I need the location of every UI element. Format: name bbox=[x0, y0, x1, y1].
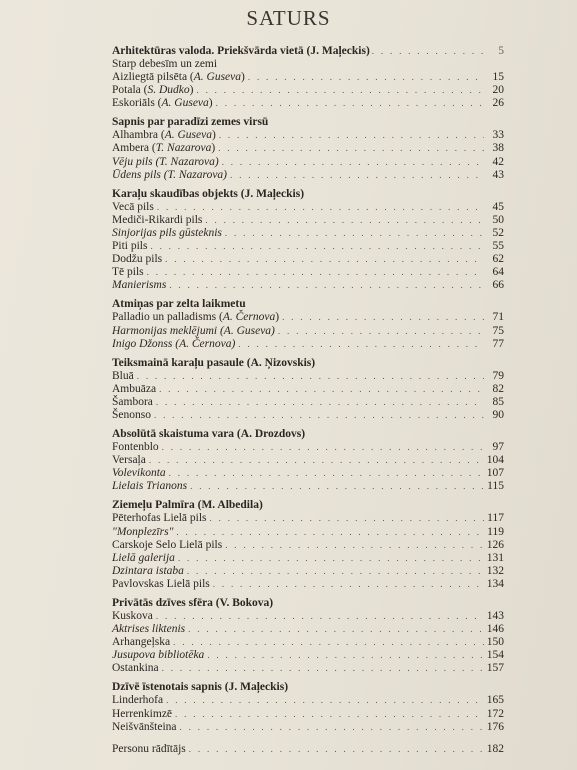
page-number: 20 bbox=[492, 84, 504, 97]
entry-title: Vecā pils bbox=[112, 200, 154, 213]
page-number: 26 bbox=[492, 97, 504, 110]
section-heading-text bbox=[112, 427, 307, 441]
entry-title bbox=[112, 156, 222, 169]
toc-section bbox=[112, 297, 504, 350]
entry-title: Šambora bbox=[112, 395, 153, 408]
page-number: 143 bbox=[486, 610, 504, 622]
section-heading-text bbox=[112, 680, 290, 694]
toc-section bbox=[112, 115, 504, 181]
author-name: Ūdens pils (T. Nazarova) bbox=[112, 168, 227, 181]
entry-title bbox=[112, 552, 178, 565]
entry-title: Starp debesīm un zemi bbox=[112, 58, 218, 70]
toc-entry bbox=[112, 636, 504, 649]
entry-title: Pēterhofas Lielā pils bbox=[112, 512, 207, 525]
page-number: 15 bbox=[492, 71, 504, 84]
author-name: A. Guseva bbox=[164, 129, 212, 142]
dot-leader bbox=[238, 338, 484, 351]
page-number: 75 bbox=[492, 324, 504, 337]
author-name: A. Černova bbox=[222, 311, 276, 324]
author-name: A. Drozdovs bbox=[240, 428, 302, 441]
dot-leader bbox=[165, 253, 484, 266]
toc-entry bbox=[112, 142, 504, 155]
toc-entry bbox=[112, 662, 504, 675]
entry-title: Dodžu pils bbox=[112, 253, 163, 266]
toc-entry bbox=[112, 454, 504, 467]
dot-leader bbox=[219, 129, 484, 142]
dot-leader bbox=[210, 512, 484, 525]
dot-leader bbox=[248, 71, 484, 84]
label-part: ) bbox=[311, 356, 316, 369]
label-part: ) bbox=[241, 71, 245, 84]
dot-leader bbox=[147, 266, 484, 279]
page-number: 38 bbox=[492, 142, 504, 155]
label-part: Alhambra ( bbox=[112, 129, 165, 142]
page-number: 62 bbox=[492, 253, 504, 266]
entry-title bbox=[112, 71, 248, 84]
label-part: ) bbox=[189, 84, 194, 97]
dot-leader bbox=[190, 480, 484, 493]
page-number: 119 bbox=[487, 525, 504, 538]
label-part: Palladio un palladisms ( bbox=[112, 311, 223, 324]
label-part: ) bbox=[211, 142, 216, 155]
author-name: Manierisms bbox=[112, 279, 167, 292]
author-name: Lielā galerija bbox=[112, 551, 175, 564]
author-name: Inigo Džonss (A. Černova) bbox=[112, 337, 236, 350]
entry-title: Carskoje Selo Lielā pils bbox=[112, 538, 223, 551]
toc-entry bbox=[112, 325, 504, 338]
page-number: 97 bbox=[492, 441, 504, 454]
page-number: 82 bbox=[492, 382, 504, 395]
author-name: Vēju pils (T. Nazarova) bbox=[112, 155, 219, 168]
dot-leader bbox=[162, 662, 484, 675]
dot-leader bbox=[207, 649, 484, 662]
label-part: Aizliegtā pilsēta ( bbox=[112, 71, 194, 84]
toc-section bbox=[112, 187, 504, 293]
section-heading bbox=[112, 680, 504, 694]
label-part: Teiksmainā karaļu pasaule ( bbox=[112, 356, 251, 369]
page-number: 176 bbox=[486, 720, 504, 733]
label-part: ) bbox=[300, 187, 305, 200]
dot-leader bbox=[162, 441, 484, 454]
dot-leader bbox=[175, 708, 484, 721]
author-name: A. Guseva bbox=[193, 71, 242, 84]
dot-leader bbox=[154, 409, 484, 422]
entry-title bbox=[112, 279, 169, 292]
page-number: 33 bbox=[492, 129, 504, 142]
author-name: "Monplezīrs" bbox=[112, 525, 174, 538]
toc-entry bbox=[112, 565, 504, 578]
entry-title bbox=[112, 649, 207, 662]
page-number: 115 bbox=[487, 480, 504, 493]
page-number: 71 bbox=[492, 311, 504, 324]
toc-entry bbox=[112, 610, 504, 623]
section-heading-text: Atmiņas par zelta laikmetu bbox=[112, 298, 246, 311]
page-number: 45 bbox=[492, 200, 504, 213]
dot-leader bbox=[173, 636, 484, 649]
dot-leader bbox=[188, 623, 484, 636]
entry-title: Kuskova bbox=[112, 610, 153, 622]
dot-leader bbox=[178, 552, 484, 565]
dot-leader bbox=[225, 539, 484, 552]
toc-entry bbox=[112, 97, 504, 110]
label-part: Arhitektūras valoda. Priekšvārda vietā ( bbox=[112, 45, 311, 57]
dot-leader bbox=[213, 578, 484, 591]
toc-section bbox=[112, 680, 504, 733]
author-name: A. Ņizovskis bbox=[250, 356, 312, 369]
entry-title bbox=[112, 623, 188, 636]
page-number: 107 bbox=[486, 467, 504, 480]
label-part: ) bbox=[258, 499, 263, 512]
author-name: Aktrises liktenis bbox=[112, 623, 186, 636]
page-number: 182 bbox=[486, 742, 504, 755]
entry-title bbox=[112, 526, 176, 539]
label-part: Absolūtā skaistuma vara ( bbox=[112, 428, 241, 441]
dot-leader bbox=[222, 156, 484, 169]
dot-leader bbox=[159, 383, 484, 396]
page-number: 55 bbox=[492, 240, 504, 253]
page-number: 64 bbox=[492, 266, 504, 279]
toc-entry bbox=[112, 721, 504, 734]
toc-entry bbox=[112, 71, 504, 84]
toc-entry bbox=[112, 240, 504, 253]
page-number: 85 bbox=[492, 395, 504, 408]
dot-leader bbox=[169, 279, 484, 292]
label-part: ) bbox=[284, 681, 289, 694]
label-part: Ambera ( bbox=[112, 142, 156, 155]
author-name: Jusupova bibliotēka bbox=[112, 649, 205, 662]
toc-entry bbox=[112, 201, 504, 214]
page-number: 150 bbox=[486, 636, 504, 649]
toc-section bbox=[112, 596, 504, 675]
section-heading-text bbox=[112, 187, 306, 201]
entry-title bbox=[112, 480, 190, 493]
dot-leader bbox=[176, 526, 484, 539]
toc-entry bbox=[112, 526, 504, 539]
dot-leader bbox=[205, 214, 484, 227]
section-heading bbox=[112, 356, 504, 370]
toc-entry bbox=[112, 311, 504, 324]
entry-title bbox=[112, 97, 216, 110]
label-part: Eskoriāls ( bbox=[112, 97, 162, 110]
label-part: ) bbox=[301, 428, 306, 441]
section-heading bbox=[112, 498, 504, 512]
section-heading-text bbox=[112, 498, 265, 512]
section-heading-text: Sapnis par paradīzi zemes virsū bbox=[112, 116, 269, 129]
toc-entry bbox=[112, 649, 504, 662]
page-number: 77 bbox=[492, 337, 504, 350]
author-name: J. Maļeckis bbox=[310, 45, 366, 57]
entry-title: Mediči-Rikardi pils bbox=[112, 213, 203, 226]
page-number: 52 bbox=[492, 226, 504, 239]
label-part: Potala ( bbox=[112, 84, 148, 97]
entry-title bbox=[112, 467, 169, 480]
author-name: A. Guseva bbox=[161, 97, 209, 110]
entry-title: Versaļa bbox=[112, 454, 146, 467]
entry-title: Pavlovskas Lielā pils bbox=[112, 577, 210, 590]
toc-entry bbox=[112, 396, 504, 409]
author-name: J. Maļeckis bbox=[244, 187, 301, 200]
toc-entry bbox=[112, 694, 504, 707]
label-part: Karaļu skaudības objekts ( bbox=[112, 187, 245, 200]
page-number: 172 bbox=[486, 707, 504, 720]
entry-title bbox=[112, 142, 218, 155]
toc-entry bbox=[112, 480, 504, 493]
toc-entry bbox=[112, 370, 504, 383]
author-name: V. Bokova bbox=[219, 597, 270, 609]
dot-leader bbox=[372, 44, 484, 58]
section-heading bbox=[112, 596, 504, 610]
label-part: ) bbox=[275, 311, 280, 324]
toc-entry bbox=[112, 156, 504, 169]
dot-leader bbox=[150, 240, 484, 253]
entry-title: Neišvānšteina bbox=[112, 720, 177, 733]
toc-entry bbox=[112, 227, 504, 240]
toc-entry bbox=[112, 129, 504, 142]
table-of-contents bbox=[112, 44, 504, 756]
page-number: 43 bbox=[492, 168, 504, 181]
dot-leader bbox=[196, 84, 484, 97]
entry-title bbox=[112, 325, 278, 338]
dot-leader bbox=[187, 565, 484, 578]
toc-section bbox=[112, 498, 504, 591]
page-number: 126 bbox=[486, 538, 504, 551]
toc-section bbox=[112, 44, 504, 110]
entry-title: Linderhofa bbox=[112, 694, 164, 707]
page-number: 157 bbox=[486, 662, 504, 675]
page-number: 132 bbox=[486, 564, 504, 577]
page-number: 146 bbox=[486, 623, 504, 636]
toc-entry bbox=[112, 409, 504, 422]
page-number: 134 bbox=[486, 577, 504, 590]
page-title: SATURS bbox=[246, 6, 331, 30]
dot-leader bbox=[149, 454, 484, 467]
entry-title: Šenonso bbox=[112, 408, 151, 421]
entry-title bbox=[112, 338, 238, 351]
toc-entry bbox=[112, 84, 504, 97]
dot-leader bbox=[137, 370, 484, 383]
page-number: 104 bbox=[486, 454, 504, 467]
label-part: ) bbox=[211, 129, 216, 142]
toc-entry-index bbox=[112, 743, 504, 756]
toc-section bbox=[112, 427, 504, 493]
entry-title: Ostankina bbox=[112, 662, 159, 675]
page-number: 154 bbox=[486, 649, 504, 662]
page-number: 5 bbox=[498, 45, 504, 57]
section-heading bbox=[112, 115, 504, 129]
entry-title: Bluā bbox=[112, 369, 134, 382]
author-name: J. Maļeckis bbox=[228, 681, 285, 694]
dot-leader bbox=[169, 467, 484, 480]
entry-title bbox=[112, 311, 282, 324]
label-part: Dzīvē īstenotais sapnis ( bbox=[112, 681, 229, 694]
page-number: 42 bbox=[492, 155, 504, 168]
toc-entry bbox=[112, 214, 504, 227]
entry-title bbox=[112, 227, 225, 240]
page-number: 66 bbox=[492, 279, 504, 292]
entry-title: Herrenkimzē bbox=[112, 707, 173, 720]
dot-leader bbox=[230, 169, 484, 182]
dot-leader bbox=[180, 721, 484, 734]
toc-entry bbox=[112, 338, 504, 351]
toc-entry bbox=[112, 279, 504, 292]
author-name: Volevikonta bbox=[112, 467, 166, 480]
author-name: T. Nazarova bbox=[155, 142, 212, 155]
dot-leader bbox=[166, 694, 484, 707]
entry-title bbox=[112, 84, 196, 97]
page-number: 131 bbox=[486, 551, 504, 564]
toc-entry bbox=[112, 441, 504, 454]
dot-leader bbox=[189, 743, 484, 756]
dot-leader bbox=[225, 227, 484, 240]
dot-leader bbox=[278, 325, 484, 338]
author-name: M. Albedila bbox=[201, 499, 259, 512]
entry-title: Tē pils bbox=[112, 266, 144, 279]
section-heading bbox=[112, 44, 504, 58]
entry-title bbox=[112, 129, 219, 142]
author-name: Lielais Trianons bbox=[112, 480, 188, 493]
toc-entry bbox=[112, 253, 504, 266]
toc-section bbox=[112, 356, 504, 422]
toc-entry bbox=[112, 383, 504, 396]
entry-title: Piti pils bbox=[112, 240, 148, 253]
toc-entry bbox=[112, 539, 504, 552]
toc-entry bbox=[112, 578, 504, 591]
author-name: Dzintara istaba bbox=[112, 564, 184, 577]
entry-title: Fontenblo bbox=[112, 441, 159, 454]
label-part: ) bbox=[269, 597, 274, 609]
toc-entry bbox=[112, 467, 504, 480]
section-heading bbox=[112, 187, 504, 201]
toc-entry bbox=[112, 266, 504, 279]
page-number: 117 bbox=[487, 512, 504, 525]
section-heading bbox=[112, 297, 504, 311]
section-heading-text bbox=[112, 44, 372, 58]
dot-leader bbox=[216, 97, 484, 110]
dot-leader bbox=[282, 311, 484, 324]
toc-entry bbox=[112, 708, 504, 721]
author-name: Harmonijas meklējumi (A. Guseva) bbox=[112, 324, 275, 337]
dot-leader bbox=[218, 142, 484, 155]
dot-leader bbox=[156, 610, 484, 623]
section-heading bbox=[112, 427, 504, 441]
entry-title bbox=[112, 565, 187, 578]
label-part: Privātās dzīves sfēra ( bbox=[112, 597, 220, 609]
page-number: 165 bbox=[486, 694, 504, 707]
dot-leader bbox=[157, 201, 484, 214]
page-number: 50 bbox=[492, 213, 504, 226]
toc-entry bbox=[112, 623, 504, 636]
section-heading-text bbox=[112, 596, 275, 610]
section-heading-text bbox=[112, 356, 317, 370]
page-number: 79 bbox=[492, 369, 504, 382]
label-part: ) bbox=[365, 45, 370, 57]
dot-leader bbox=[156, 396, 484, 409]
page-number: 90 bbox=[492, 408, 504, 421]
toc-entry bbox=[112, 512, 504, 525]
label-part: Ziemeļu Palmīra ( bbox=[112, 499, 202, 512]
entry-title: Ambuāza bbox=[112, 382, 157, 395]
author-name: Sinjorijas pils gūsteknis bbox=[112, 226, 222, 239]
label-part: ) bbox=[208, 97, 213, 110]
entry-title: Personu rādītājs bbox=[112, 742, 186, 755]
toc-entry bbox=[112, 58, 504, 71]
entry-title: Arhangeļska bbox=[112, 636, 171, 649]
toc-entry bbox=[112, 169, 504, 182]
entry-title bbox=[112, 169, 230, 182]
author-name: S. Dudko bbox=[147, 84, 190, 97]
toc-entry bbox=[112, 552, 504, 565]
